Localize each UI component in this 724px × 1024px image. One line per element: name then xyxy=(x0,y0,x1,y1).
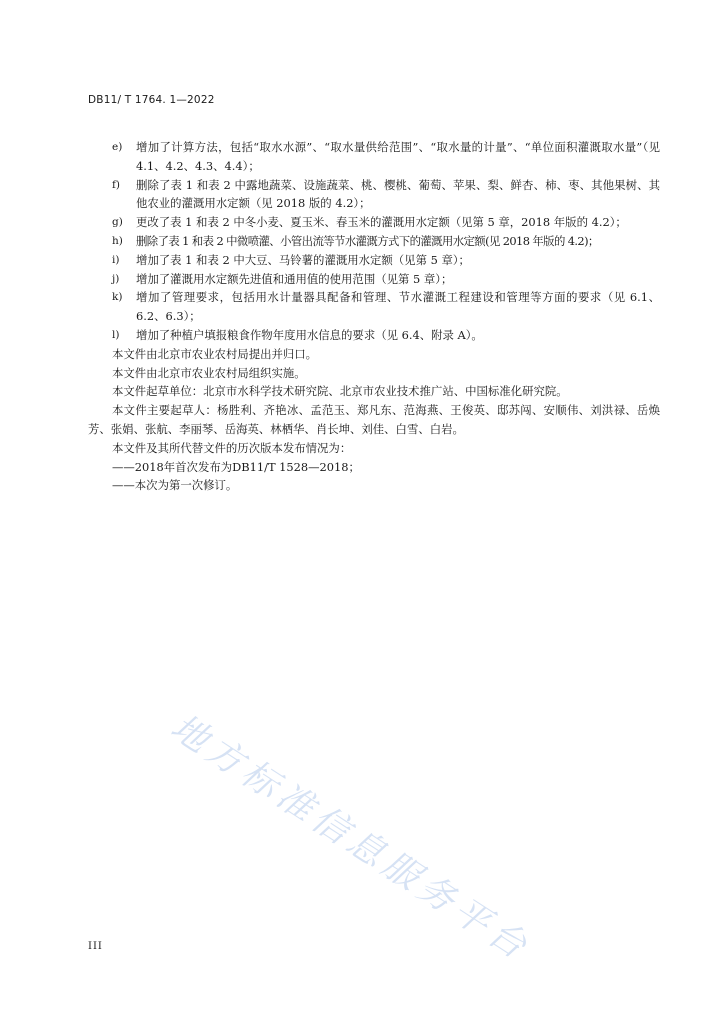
list-item xyxy=(88,326,660,345)
page-number: III xyxy=(88,941,103,952)
list-text: 删除了表 1 和表 2 中露地蔬菜、设施蔬菜、桃、樱桃、葡萄、苹果、梨、鲜杏、柿、枣、其他果树、其他农业的灌溉用水定额（见 2018 版的 4.2）； xyxy=(136,177,660,211)
list-item xyxy=(88,232,660,251)
watermark: 地方标准信息服务平台 xyxy=(163,706,538,970)
foreword-content xyxy=(88,138,660,495)
list-text: 更改了表 1 和表 2 中冬小麦、夏玉米、春玉米的灌溉用水定额（见第 5 章，2018 年版的 4.2）； xyxy=(136,215,627,230)
history-intro-paragraph: 本文件及其所代替文件的历次版本发布情况为： xyxy=(112,440,352,455)
list-marker: g) xyxy=(112,216,123,229)
list-marker: j) xyxy=(112,272,120,285)
list-marker: k) xyxy=(112,291,123,304)
list-item xyxy=(88,288,660,326)
list-marker: h) xyxy=(112,234,123,247)
list-marker: l) xyxy=(112,328,120,341)
list-item xyxy=(88,176,660,214)
list-item xyxy=(88,213,660,232)
organized-by-paragraph: 本文件由北京市农业农村局组织实施。 xyxy=(112,365,306,380)
list-text: 增加了灌溉用水定额先进值和通用值的使用范围（见第 5 章）； xyxy=(136,271,453,286)
list-marker: e) xyxy=(112,141,123,153)
proposed-by-paragraph: 本文件由北京市农业农村局提出并归口。 xyxy=(112,346,318,361)
drafting-units-paragraph: 本文件起草单位：北京市水科学技术研究院、北京市农业技术推广站、中国标准化研究院。 xyxy=(112,384,568,399)
history-item: ——本次为第一次修订。 xyxy=(112,478,238,493)
list-item xyxy=(88,251,660,270)
list-marker: f) xyxy=(112,178,120,191)
list-text: 增加了计算方法，包括“取水水源”、“取水量供给范围”、“取水量的计量”、“单位面积灌溉取水量”（见 4.1、4.2、4.3、4.4）； xyxy=(136,140,660,173)
document-code: DB11/ T 1764. 1—2022 xyxy=(88,94,215,106)
list-text: 增加了种植户填报粮食作物年度用水信息的要求（见 6.4、附录 A）。 xyxy=(136,327,483,342)
list-text: 增加了管理要求，包括用水计量器具配备和管理、节水灌溉工程建设和管理等方面的要求（见 6.1、6.2、6.3）； xyxy=(136,290,660,324)
drafters-paragraph: 本文件主要起草人：杨胜利、齐艳冰、孟范玉、郑凡东、范海燕、王俊英、邸苏闯、安顺伟、刘洪禄、岳焕芳、张娟、张航、李丽琴、岳海英、林栖华、肖长坤、刘佳、白雪、白岩。 xyxy=(88,403,660,436)
list-marker: i) xyxy=(112,253,120,266)
list-text: 删除了表 1 和表 2 中微喷灌、小管出流等节水灌溉方式下的灌溉用水定额(见 2018 年版的 4.2)； xyxy=(136,233,599,248)
list-text: 增加了表 1 和表 2 中大豆、马铃薯的灌溉用水定额（见第 5 章）； xyxy=(136,252,470,267)
history-item: ——2018年首次发布为DB11/T 1528—2018； xyxy=(112,459,360,474)
list-item xyxy=(88,270,660,289)
list-item xyxy=(88,138,660,176)
